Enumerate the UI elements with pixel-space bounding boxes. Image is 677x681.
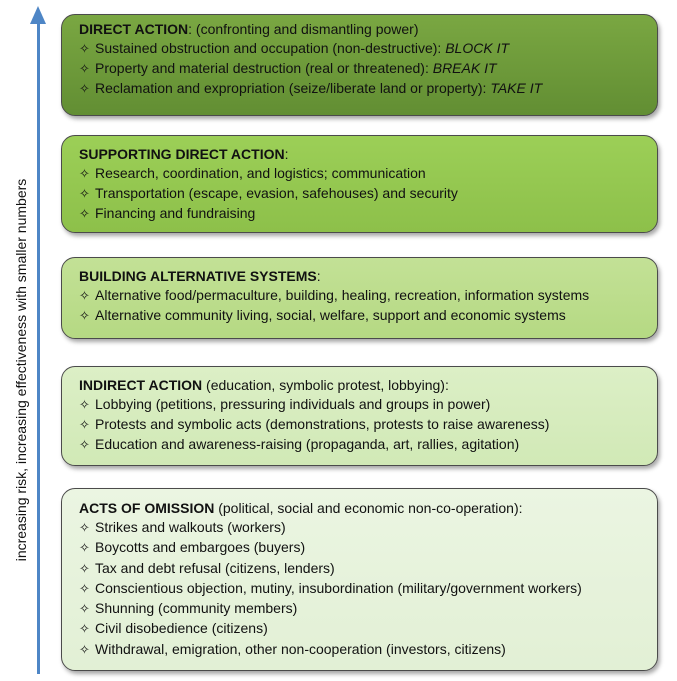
star-bullet-icon: ✧ (79, 62, 90, 77)
level-subtitle: : (284, 146, 289, 162)
star-bullet-icon: ✧ (79, 438, 90, 453)
item-text: Financing and fundraising (95, 205, 256, 221)
level-subtitle: (education, symbolic protest, lobbying): (202, 377, 449, 393)
level-subtitle: : (316, 268, 321, 284)
item-emphasis: TAKE IT (490, 80, 543, 96)
star-bullet-icon: ✧ (79, 289, 90, 304)
star-bullet-icon: ✧ (79, 622, 90, 638)
list-item (79, 79, 647, 99)
level-heading (79, 20, 647, 39)
item-text: Property and material destruction (real or threatened): (95, 60, 433, 76)
level-heading (79, 145, 647, 164)
list-item (79, 286, 647, 306)
list-item (79, 559, 647, 579)
star-bullet-icon: ✧ (79, 418, 90, 433)
star-bullet-icon: ✧ (79, 602, 90, 618)
item-text: Sustained obstruction and occupation (non-destructive): (95, 40, 446, 56)
list-item (79, 204, 647, 224)
arrow-up-icon (30, 6, 46, 24)
level-title: BUILDING ALTERNATIVE SYSTEMS (79, 268, 317, 284)
item-text: Reclamation and expropriation (seize/liberate land or property): (95, 80, 491, 96)
star-bullet-icon: ✧ (79, 167, 90, 182)
item-text: Boycotts and embargoes (buyers) (95, 539, 306, 556)
axis-label: increasing risk, increasing effectiveness with smaller numbers (13, 178, 29, 562)
level-heading (79, 499, 647, 518)
level-heading (79, 376, 647, 395)
item-text: Research, coordination, and logistics; communication (95, 165, 426, 181)
star-bullet-icon: ✧ (79, 561, 90, 577)
level-item-list (79, 39, 647, 99)
level-item-list (79, 395, 647, 455)
star-bullet-icon: ✧ (79, 521, 90, 536)
star-bullet-icon: ✧ (79, 207, 90, 222)
list-item (79, 306, 647, 326)
list-item (79, 59, 647, 79)
item-text: Conscientious objection, mutiny, insubordination (military/government workers) (95, 579, 582, 596)
item-text: Protests and symbolic acts (demonstrations, protests to raise awareness) (95, 416, 550, 432)
item-text: Withdrawal, emigration, other non-cooperation (investors, citizens) (95, 640, 506, 657)
level-item-list (79, 286, 647, 326)
list-item (79, 395, 647, 415)
list-item (79, 39, 647, 59)
item-text: Alternative community living, social, welfare, support and economic systems (95, 307, 566, 323)
star-bullet-icon: ✧ (79, 541, 90, 557)
level-supporting-direct-action (61, 135, 658, 233)
list-item (79, 518, 647, 538)
level-indirect-action (61, 366, 658, 466)
list-item (79, 599, 647, 619)
risk-axis-line (37, 14, 40, 674)
star-bullet-icon: ✧ (79, 187, 90, 202)
star-bullet-icon: ✧ (79, 42, 90, 57)
list-item (79, 164, 647, 184)
item-text: Lobbying (petitions, pressuring individuals and groups in power) (95, 396, 491, 412)
list-item (79, 579, 647, 599)
level-title: DIRECT ACTION (79, 21, 189, 37)
level-heading (79, 267, 647, 286)
list-item (79, 538, 647, 558)
item-text: Shunning (community members) (95, 600, 298, 617)
list-item (79, 619, 647, 639)
star-bullet-icon: ✧ (79, 309, 90, 324)
level-title: ACTS OF OMISSION (79, 500, 215, 516)
item-text: Strikes and walkouts (workers) (95, 519, 286, 535)
level-item-list (79, 164, 647, 224)
item-text: Civil disobedience (citizens) (95, 620, 268, 637)
level-title: INDIRECT ACTION (79, 377, 203, 393)
level-item-list (79, 518, 647, 660)
item-emphasis: BLOCK IT (445, 40, 510, 56)
star-bullet-icon: ✧ (79, 581, 90, 597)
level-building-alternative-systems (61, 257, 658, 339)
item-text: Alternative food/permaculture, building, healing, recreation, information systems (95, 287, 590, 303)
star-bullet-icon: ✧ (79, 642, 90, 658)
list-item (79, 435, 647, 455)
star-bullet-icon: ✧ (79, 398, 90, 413)
level-direct-action (61, 14, 658, 116)
item-emphasis: BREAK IT (432, 60, 497, 76)
level-subtitle: (political, social and economic non-co-operation): (214, 500, 523, 516)
list-item (79, 415, 647, 435)
list-item (79, 184, 647, 204)
item-text: Transportation (escape, evasion, safehouses) and security (95, 185, 458, 201)
list-item (79, 640, 647, 660)
item-text: Tax and debt refusal (citizens, lenders) (95, 559, 335, 576)
item-text: Education and awareness-raising (propaganda, art, rallies, agitation) (95, 436, 520, 452)
level-acts-of-omission (61, 488, 658, 671)
star-bullet-icon: ✧ (79, 82, 90, 97)
level-title: SUPPORTING DIRECT ACTION (79, 146, 285, 162)
level-subtitle: : (confronting and dismantling power) (188, 21, 419, 37)
